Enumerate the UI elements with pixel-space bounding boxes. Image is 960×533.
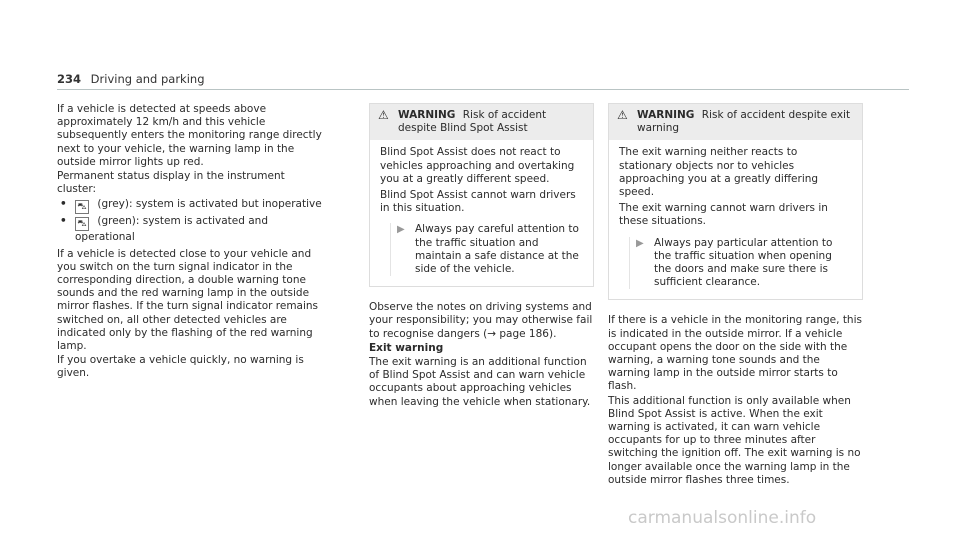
status-list [57, 198, 327, 244]
list-item-text: (grey): system is activated but inoperative [97, 198, 322, 211]
bullet: • [60, 215, 67, 228]
warning-text: Blind Spot Assist cannot warn drivers in this situation. [380, 189, 576, 215]
header-divider [57, 89, 909, 90]
blind-spot-assist-icon: ⛍ [75, 217, 89, 231]
warning-action [390, 223, 583, 276]
blind-spot-assist-icon: ⛍ [75, 200, 89, 214]
warning-triangle-icon: ⚠ [617, 108, 628, 122]
paragraph: If a vehicle is detected close to your vehicle and you switch on the turn signal indicator in the corresponding direction, a double warning tone sounds and the red warning lamp in the outside mirror flashes. If the turn signal indicator remains switched on, all other detected vehicles are indicated only by the flashing of the red warning lamp. [57, 247, 319, 353]
column-1 [57, 103, 327, 382]
warning-box [369, 103, 594, 287]
warning-triangle-icon: ⚠ [378, 108, 389, 122]
list-item [57, 198, 327, 214]
warning-text: The exit warning cannot warn drivers in these situations. [619, 202, 828, 228]
page-number: 234 [57, 72, 82, 86]
warning-action [629, 237, 852, 290]
warning-title: Risk of accident despite exit warning [637, 109, 851, 135]
paragraph: Observe the notes on driving systems and your responsibility; you may otherwise fail to recognise dangers (→ page 186). [369, 301, 593, 340]
warning-title: Risk of accident despite Blind Spot Assist [398, 109, 547, 135]
page-header [57, 72, 205, 86]
warning-action-text: Always pay particular attention to the traffic situation when opening the doors and make sure there is sufficient clearance. [654, 236, 833, 289]
warning-box [608, 103, 863, 300]
column-3 [608, 103, 863, 488]
paragraph: If a vehicle is detected at speeds above approximately 12 km/h and this vehicle subsequently enters the monitoring range directly next to your vehicle, the warning lamp in the outside mirror lights up red. [57, 103, 322, 168]
action-arrow-icon: ▶ [397, 224, 405, 236]
warning-header [609, 104, 862, 140]
paragraph: Permanent status display in the instrument cluster: [57, 170, 285, 196]
warning-label: WARNING [637, 109, 695, 121]
warning-header [370, 104, 593, 140]
paragraph: If there is a vehicle in the monitoring range, this is indicated in the outside mirror. If a vehicle occupant opens the door on the side with the warning, a warning tone sounds and the warning lamp in the outside mirror starts to flash. [608, 314, 862, 393]
bullet: • [60, 198, 67, 211]
warning-text: Blind Spot Assist does not react to vehicles approaching and overtaking you at a greatly different speed. [380, 146, 575, 185]
column-2 [369, 103, 594, 410]
warning-action-text: Always pay careful attention to the traffic situation and maintain a safe distance at the side of the vehicle. [415, 223, 579, 276]
subheading-exit-warning: Exit warning [369, 341, 444, 354]
warning-text: The exit warning neither reacts to stationary objects nor to vehicles approaching you at a greatly differing speed. [619, 146, 819, 199]
warning-body [609, 140, 862, 299]
section-title: Driving and parking [90, 72, 205, 86]
warning-body [370, 140, 593, 286]
paragraph: If you overtake a vehicle quickly, no warning is given. [57, 354, 304, 380]
paragraph: This additional function is only available when Blind Spot Assist is active. When the exit warning is activated, it can warn vehicle occupants for up to three minutes after switching the ignition off. The exit warning is no longer available once the warning lamp in the outside mirror flashes three times. [608, 394, 861, 486]
action-arrow-icon: ▶ [636, 237, 644, 249]
list-item-text: (green): system is activated and operational [75, 215, 268, 244]
warning-label: WARNING [398, 109, 456, 121]
list-item [57, 215, 327, 244]
watermark: carmanualsonline.info [628, 508, 817, 528]
paragraph: The exit warning is an additional function of Blind Spot Assist and can warn vehicle occupants about approaching vehicles when leaving the vehicle when stationary. [369, 356, 591, 408]
